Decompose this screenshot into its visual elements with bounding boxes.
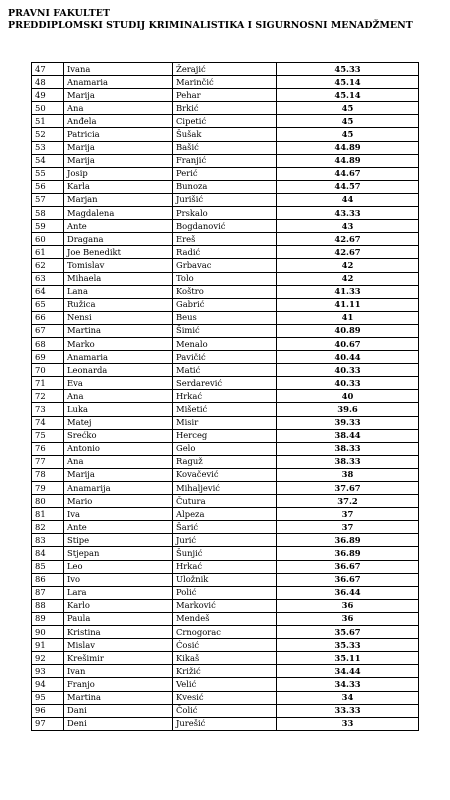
last-name-cell: Gabrić [173,298,277,311]
first-name-cell: Marjan [64,193,173,206]
last-name-cell: Kikaš [173,652,277,665]
score-cell: 37.2 [277,495,419,508]
score-cell: 34.33 [277,678,419,691]
table-row [32,259,419,272]
rank-cell: 59 [32,220,64,233]
rank-cell: 95 [32,691,64,704]
last-name-cell: Kvesić [173,691,277,704]
last-name-cell: Ćosić [173,639,277,652]
rank-cell: 96 [32,704,64,717]
rank-cell: 55 [32,167,64,180]
table-row [32,337,419,350]
score-cell: 45 [277,102,419,115]
first-name-cell: Anđela [64,115,173,128]
rank-cell: 62 [32,259,64,272]
rank-cell: 48 [32,76,64,89]
score-cell: 36.67 [277,560,419,573]
rank-cell: 69 [32,351,64,364]
table-row [32,364,419,377]
first-name-cell: Tomislav [64,259,173,272]
score-cell: 44.89 [277,154,419,167]
first-name-cell: Mislav [64,639,173,652]
table-row [32,626,419,639]
last-name-cell: Bunoza [173,180,277,193]
table-row [32,573,419,586]
last-name-cell: Jurić [173,534,277,547]
last-name-cell: Cipetić [173,115,277,128]
first-name-cell: Deni [64,717,173,730]
first-name-cell: Ana [64,102,173,115]
score-cell: 36.44 [277,586,419,599]
rank-cell: 49 [32,89,64,102]
first-name-cell: Ivan [64,665,173,678]
rank-cell: 77 [32,455,64,468]
first-name-cell: Krešimir [64,652,173,665]
table-row [32,586,419,599]
rank-cell: 71 [32,377,64,390]
last-name-cell: Pehar [173,89,277,102]
rank-cell: 63 [32,272,64,285]
first-name-cell: Stipe [64,534,173,547]
score-cell: 42.67 [277,246,419,259]
last-name-cell: Čolić [173,704,277,717]
last-name-cell: Ereš [173,233,277,246]
table-row [32,63,419,76]
first-name-cell: Matej [64,416,173,429]
last-name-cell: Šušak [173,128,277,141]
last-name-cell: Alpeza [173,508,277,521]
first-name-cell: Lara [64,586,173,599]
score-cell: 36 [277,612,419,625]
table-row [32,298,419,311]
first-name-cell: Dani [64,704,173,717]
table-row [32,639,419,652]
last-name-cell: Kovačević [173,468,277,481]
rank-cell: 70 [32,364,64,377]
rank-cell: 66 [32,311,64,324]
last-name-cell: Šarić [173,521,277,534]
first-name-cell: Anamarija [64,482,173,495]
last-name-cell: Gelo [173,442,277,455]
rank-cell: 81 [32,508,64,521]
score-cell: 39.6 [277,403,419,416]
rank-cell: 72 [32,390,64,403]
table-row [32,207,419,220]
rank-cell: 78 [32,468,64,481]
score-cell: 45.33 [277,63,419,76]
ranking-table-body [32,63,419,731]
rank-cell: 51 [32,115,64,128]
table-row [32,141,419,154]
last-name-cell: Jurešić [173,717,277,730]
rank-cell: 94 [32,678,64,691]
score-cell: 37.67 [277,482,419,495]
table-row [32,665,419,678]
rank-cell: 74 [32,416,64,429]
rank-cell: 92 [32,652,64,665]
table-row [32,482,419,495]
score-cell: 34 [277,691,419,704]
first-name-cell: Ivo [64,573,173,586]
score-cell: 39.33 [277,416,419,429]
first-name-cell: Mihaela [64,272,173,285]
first-name-cell: Dragana [64,233,173,246]
last-name-cell: Herceg [173,429,277,442]
last-name-cell: Žerajić [173,63,277,76]
table-row [32,652,419,665]
table-row [32,429,419,442]
score-cell: 38.33 [277,455,419,468]
table-row [32,717,419,730]
first-name-cell: Iva [64,508,173,521]
table-row [32,285,419,298]
score-cell: 45 [277,115,419,128]
first-name-cell: Ana [64,455,173,468]
score-cell: 38.33 [277,442,419,455]
first-name-cell: Marija [64,141,173,154]
last-name-cell: Crnogorac [173,626,277,639]
score-cell: 33 [277,717,419,730]
last-name-cell: Menalo [173,337,277,350]
score-cell: 33.33 [277,704,419,717]
table-row [32,678,419,691]
first-name-cell: Josip [64,167,173,180]
score-cell: 45 [277,128,419,141]
table-row [32,691,419,704]
table-row [32,560,419,573]
first-name-cell: Franjo [64,678,173,691]
last-name-cell: Perić [173,167,277,180]
score-cell: 35.11 [277,652,419,665]
first-name-cell: Ružica [64,298,173,311]
table-row [32,599,419,612]
first-name-cell: Ante [64,220,173,233]
rank-cell: 75 [32,429,64,442]
first-name-cell: Patricia [64,128,173,141]
score-cell: 41.11 [277,298,419,311]
score-cell: 40.44 [277,351,419,364]
score-cell: 37 [277,508,419,521]
first-name-cell: Leo [64,560,173,573]
last-name-cell: Bašić [173,141,277,154]
score-cell: 45.14 [277,89,419,102]
score-cell: 41 [277,311,419,324]
last-name-cell: Serdarević [173,377,277,390]
last-name-cell: Grbavac [173,259,277,272]
rank-cell: 76 [32,442,64,455]
first-name-cell: Ante [64,521,173,534]
rank-cell: 60 [32,233,64,246]
rank-cell: 73 [32,403,64,416]
score-cell: 35.67 [277,626,419,639]
score-cell: 41.33 [277,285,419,298]
table-row [32,534,419,547]
last-name-cell: Križić [173,665,277,678]
last-name-cell: Marinčić [173,76,277,89]
score-cell: 36.89 [277,534,419,547]
table-row [32,416,419,429]
last-name-cell: Polić [173,586,277,599]
score-cell: 42.67 [277,233,419,246]
score-cell: 40.33 [277,377,419,390]
last-name-cell: Velić [173,678,277,691]
score-cell: 42 [277,272,419,285]
table-row [32,246,419,259]
last-name-cell: Koštro [173,285,277,298]
first-name-cell: Srećko [64,429,173,442]
first-name-cell: Stjepan [64,547,173,560]
first-name-cell: Ana [64,390,173,403]
last-name-cell: Pavičić [173,351,277,364]
table-row [32,324,419,337]
table-row [32,495,419,508]
table-row [32,115,419,128]
first-name-cell: Marko [64,337,173,350]
table-row [32,442,419,455]
table-row [32,102,419,115]
rank-cell: 56 [32,180,64,193]
first-name-cell: Leonarda [64,364,173,377]
study-program-title: PREDDIPLOMSKI STUDIJ KRIMINALISTIKA I SIGURNOSNI MENADŽMENT [8,20,413,31]
last-name-cell: Tolo [173,272,277,285]
last-name-cell: Raguž [173,455,277,468]
rank-cell: 97 [32,717,64,730]
score-cell: 44.67 [277,167,419,180]
table-row [32,180,419,193]
score-cell: 42 [277,259,419,272]
last-name-cell: Čutura [173,495,277,508]
score-cell: 36 [277,599,419,612]
last-name-cell: Brkić [173,102,277,115]
first-name-cell: Lana [64,285,173,298]
last-name-cell: Hrkać [173,390,277,403]
rank-cell: 85 [32,560,64,573]
rank-cell: 67 [32,324,64,337]
first-name-cell: Martina [64,691,173,704]
last-name-cell: Radić [173,246,277,259]
first-name-cell: Mario [64,495,173,508]
rank-cell: 61 [32,246,64,259]
rank-cell: 52 [32,128,64,141]
table-row [32,351,419,364]
table-row [32,167,419,180]
table-row [32,311,419,324]
ranking-table [31,62,419,731]
table-row [32,193,419,206]
rank-cell: 80 [32,495,64,508]
rank-cell: 47 [32,63,64,76]
rank-cell: 82 [32,521,64,534]
first-name-cell: Marija [64,154,173,167]
table-row [32,403,419,416]
rank-cell: 84 [32,547,64,560]
rank-cell: 65 [32,298,64,311]
table-row [32,220,419,233]
table-row [32,612,419,625]
first-name-cell: Anamaria [64,76,173,89]
score-cell: 44.89 [277,141,419,154]
first-name-cell: Eva [64,377,173,390]
rank-cell: 53 [32,141,64,154]
score-cell: 43.33 [277,207,419,220]
first-name-cell: Joe Benedikt [64,246,173,259]
score-cell: 38.44 [277,429,419,442]
table-row [32,128,419,141]
rank-cell: 58 [32,207,64,220]
last-name-cell: Mišetić [173,403,277,416]
score-cell: 44.57 [277,180,419,193]
score-cell: 40.89 [277,324,419,337]
first-name-cell: Karla [64,180,173,193]
rank-cell: 64 [32,285,64,298]
first-name-cell: Nensi [64,311,173,324]
first-name-cell: Karlo [64,599,173,612]
first-name-cell: Antonio [64,442,173,455]
rank-cell: 89 [32,612,64,625]
score-cell: 38 [277,468,419,481]
rank-cell: 88 [32,599,64,612]
score-cell: 44 [277,193,419,206]
last-name-cell: Misir [173,416,277,429]
rank-cell: 79 [32,482,64,495]
first-name-cell: Ivana [64,63,173,76]
table-row [32,89,419,102]
table-row [32,468,419,481]
score-cell: 35.33 [277,639,419,652]
rank-cell: 54 [32,154,64,167]
last-name-cell: Prskalo [173,207,277,220]
first-name-cell: Anamaria [64,351,173,364]
table-row [32,455,419,468]
last-name-cell: Franjić [173,154,277,167]
score-cell: 40.33 [277,364,419,377]
rank-cell: 83 [32,534,64,547]
last-name-cell: Jurišić [173,193,277,206]
score-cell: 40.67 [277,337,419,350]
last-name-cell: Mihaljević [173,482,277,495]
rank-cell: 57 [32,193,64,206]
first-name-cell: Magdalena [64,207,173,220]
score-cell: 40 [277,390,419,403]
faculty-title: PRAVNI FAKULTET [8,8,110,19]
last-name-cell: Hrkać [173,560,277,573]
rank-cell: 87 [32,586,64,599]
first-name-cell: Paula [64,612,173,625]
last-name-cell: Mendeš [173,612,277,625]
table-row [32,76,419,89]
last-name-cell: Matić [173,364,277,377]
table-row [32,390,419,403]
table-row [32,521,419,534]
table-row [32,547,419,560]
first-name-cell: Marija [64,89,173,102]
first-name-cell: Martina [64,324,173,337]
first-name-cell: Luka [64,403,173,416]
last-name-cell: Uložnik [173,573,277,586]
last-name-cell: Beus [173,311,277,324]
rank-cell: 93 [32,665,64,678]
rank-cell: 68 [32,337,64,350]
last-name-cell: Šunjić [173,547,277,560]
rank-cell: 50 [32,102,64,115]
rank-cell: 86 [32,573,64,586]
score-cell: 36.89 [277,547,419,560]
last-name-cell: Marković [173,599,277,612]
table-row [32,233,419,246]
table-row [32,377,419,390]
score-cell: 34.44 [277,665,419,678]
first-name-cell: Marija [64,468,173,481]
rank-cell: 90 [32,626,64,639]
score-cell: 45.14 [277,76,419,89]
table-row [32,272,419,285]
table-row [32,154,419,167]
document-header [8,8,413,32]
table-row [32,704,419,717]
score-cell: 37 [277,521,419,534]
last-name-cell: Šimić [173,324,277,337]
first-name-cell: Kristina [64,626,173,639]
score-cell: 36.67 [277,573,419,586]
score-cell: 43 [277,220,419,233]
last-name-cell: Bogdanović [173,220,277,233]
table-row [32,508,419,521]
rank-cell: 91 [32,639,64,652]
